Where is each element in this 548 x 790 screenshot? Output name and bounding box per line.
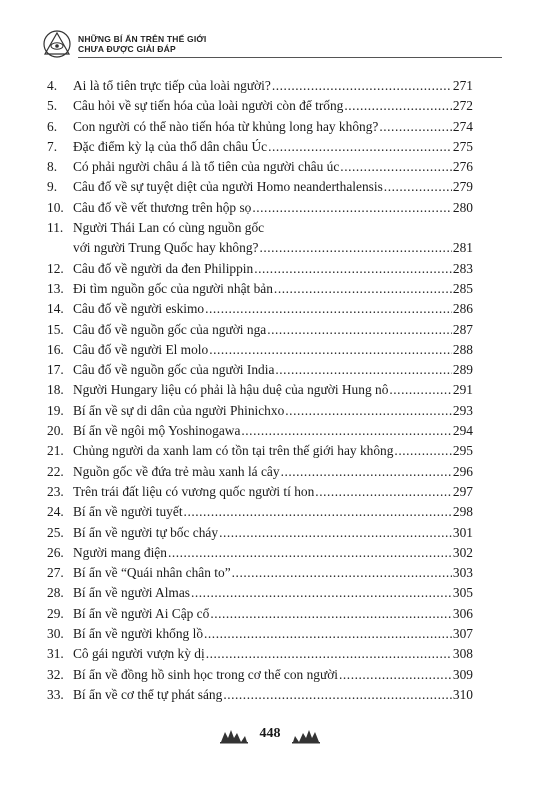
dot-leader (394, 441, 451, 461)
entry-number: 22. (47, 463, 64, 479)
toc-entry[interactable] (47, 259, 473, 279)
entry-number: 30. (47, 626, 64, 642)
dot-leader (204, 624, 452, 644)
toc-entry[interactable] (47, 421, 473, 441)
entry-title: Người Hungary liệu có phải là hậu duệ của người Hung nô (73, 382, 389, 398)
toc-entry[interactable] (47, 157, 473, 177)
entry-number: 15. (47, 321, 64, 337)
entry-number: 18. (47, 382, 64, 398)
entry-number: 33. (47, 686, 64, 702)
toc-entry[interactable] (47, 320, 473, 340)
dot-leader (268, 137, 452, 157)
entry-title: Cô gái người vượn kỳ dị (73, 646, 205, 662)
dot-leader (259, 238, 451, 258)
toc-entry[interactable] (47, 543, 473, 563)
toc-entry[interactable] (47, 644, 473, 664)
entry-title: Câu đố về người El molo (73, 341, 209, 357)
entry-title: Bí ẩn về người Almas (73, 585, 190, 601)
toc-entry[interactable] (47, 117, 473, 137)
dot-leader (274, 279, 452, 299)
toc-entry[interactable] (47, 523, 473, 543)
entry-number: 9. (47, 179, 58, 195)
dot-leader (232, 563, 452, 583)
entry-number: 29. (47, 605, 64, 621)
entry-title: Bí ẩn về đồng hồ sinh học trong cơ thể con người (73, 666, 339, 682)
toc-entry[interactable] (47, 502, 473, 522)
entry-title: Câu đố về người da đen Philippin (73, 260, 254, 276)
entry-title: Câu đố về vết thương trên hộp sọ (73, 199, 252, 215)
entry-number: 24. (47, 504, 64, 520)
entry-page: 274 (452, 118, 473, 134)
entry-title: Câu hỏi về sự tiến hóa của loài người còn để trống (73, 98, 344, 114)
entry-page: 309 (452, 666, 473, 682)
star-ornament-icon (291, 728, 321, 744)
series-title-line1: NHỮNG BÍ ẨN TRÊN THẾ GIỚI (78, 34, 207, 44)
dot-leader (205, 299, 452, 319)
entry-title: Bí ẩn về “Quái nhân chân to” (73, 565, 231, 581)
dot-leader (168, 543, 452, 563)
dot-leader (389, 380, 452, 400)
entry-number: 4. (47, 78, 58, 93)
toc-entry[interactable] (47, 441, 473, 461)
entry-number: 10. (47, 199, 64, 215)
entry-number: 28. (47, 585, 64, 601)
entry-number: 8. (47, 159, 58, 175)
dot-leader (315, 482, 452, 502)
series-title (78, 34, 206, 54)
toc-entry[interactable] (47, 279, 473, 299)
entry-number: 32. (47, 666, 64, 682)
star-ornament-icon (219, 728, 249, 744)
entry-page: 287 (452, 321, 473, 337)
entry-page: 301 (452, 524, 473, 540)
dot-leader (285, 401, 452, 421)
dot-leader (209, 340, 452, 360)
entry-number: 20. (47, 423, 64, 439)
table-of-contents (47, 76, 473, 705)
dot-leader (191, 583, 452, 603)
toc-entry[interactable] (47, 583, 473, 603)
dot-leader (223, 685, 452, 705)
dot-leader (210, 604, 452, 624)
toc-entry[interactable] (47, 685, 473, 705)
entry-page: 297 (452, 483, 473, 499)
dot-leader (272, 76, 452, 96)
dot-leader (275, 360, 452, 380)
entry-page: 285 (452, 280, 473, 296)
entry-number: 16. (47, 341, 64, 357)
toc-entry[interactable] (47, 340, 473, 360)
dot-leader (184, 502, 452, 522)
entry-title: Người Thái Lan có cùng nguồn gốc (73, 220, 265, 236)
entry-title: Có phải người châu á là tổ tiên của người châu úc (73, 159, 340, 175)
dot-leader (384, 177, 452, 197)
entry-page: 291 (452, 382, 473, 398)
entry-title: Bí ẩn về người tuyết (73, 504, 183, 520)
toc-entry[interactable] (47, 624, 473, 644)
running-header (42, 30, 502, 60)
entry-number: 7. (47, 138, 58, 154)
toc-entry[interactable] (47, 76, 473, 96)
dot-leader (281, 462, 452, 482)
page-number: 448 (259, 726, 281, 741)
entry-title: Chủng người da xanh lam có tồn tại trên thế giới hay không (73, 443, 394, 459)
entry-page: 305 (452, 585, 473, 601)
entry-page: 295 (452, 443, 473, 459)
toc-entry[interactable] (47, 604, 473, 624)
entry-page: 272 (452, 98, 473, 114)
dot-leader (339, 665, 452, 685)
entry-number: 23. (47, 483, 64, 499)
entry-number: 14. (47, 301, 64, 317)
toc-entry[interactable] (47, 665, 473, 685)
header-divider (78, 57, 502, 58)
entry-number: 25. (47, 524, 64, 540)
entry-page: 307 (452, 626, 473, 642)
toc-entry[interactable] (47, 401, 473, 421)
entry-number: 27. (47, 565, 64, 581)
entry-number: 21. (47, 443, 64, 459)
entry-title: Bí ẩn về sự di dân của người Phinichxo (73, 402, 285, 418)
entry-page: 296 (452, 463, 473, 479)
entry-title: Câu đố về nguồn gốc của người India (73, 362, 275, 378)
toc-entry[interactable] (47, 177, 473, 197)
entry-page: 293 (452, 402, 473, 418)
toc-entry[interactable] (47, 218, 473, 259)
entry-title: Đặc điểm kỳ lạ của thổ dân châu Úc (73, 138, 268, 154)
toc-entry[interactable] (47, 198, 473, 218)
eye-pyramid-logo-icon (42, 30, 72, 58)
entry-page: 294 (452, 423, 473, 439)
dot-leader (206, 644, 452, 664)
toc-entry[interactable] (47, 137, 473, 157)
entry-number: 13. (47, 280, 64, 296)
entry-page: 306 (452, 605, 473, 621)
entry-title: Bí ẩn về người tự bốc cháy (73, 524, 219, 540)
entry-title: Câu đố về sự tuyệt diệt của người Homo neanderthalensis (73, 179, 383, 195)
entry-page: 310 (452, 686, 473, 702)
toc-entry[interactable] (47, 380, 473, 400)
entry-number: 26. (47, 544, 64, 560)
entry-number: 5. (47, 98, 58, 114)
dot-leader (241, 421, 452, 441)
toc-entry[interactable] (47, 96, 473, 116)
entry-page: 271 (452, 78, 473, 93)
entry-page: 302 (452, 544, 473, 560)
entry-title: Câu đố về người eskimo (73, 301, 205, 317)
entry-page: 286 (452, 301, 473, 317)
series-title-line2: CHƯA ĐƯỢC GIẢI ĐÁP (78, 44, 176, 54)
dot-leader (219, 523, 452, 543)
dot-leader (252, 198, 452, 218)
dot-leader (340, 157, 452, 177)
entry-page: 308 (452, 646, 473, 662)
toc-entry[interactable] (47, 299, 473, 319)
entry-number: 17. (47, 362, 64, 378)
entry-title: Bí ẩn về cơ thể tự phát sáng (73, 686, 223, 702)
page-footer (0, 724, 548, 746)
dot-leader (379, 117, 452, 137)
entry-page: 279 (452, 179, 473, 195)
entry-title: Đi tìm nguồn gốc của người nhật bản (73, 280, 273, 296)
toc-entry[interactable] (47, 462, 473, 482)
entry-number: 31. (47, 646, 64, 662)
entry-title: Câu đố về nguồn gốc của người nga (73, 321, 267, 337)
dot-leader (267, 320, 452, 340)
toc-entry[interactable] (47, 482, 473, 502)
entry-page: 281 (452, 240, 473, 256)
dot-leader (254, 259, 452, 279)
entry-page: 289 (452, 362, 473, 378)
entry-title: Bí ẩn về ngôi mộ Yoshinogawa (73, 423, 241, 439)
dot-leader (344, 96, 452, 116)
entry-number: 11. (47, 220, 64, 236)
entry-title: Bí ẩn về người Ai Cập cổ (73, 605, 210, 621)
entry-title: Ai là tổ tiên trực tiếp của loài người? (73, 78, 271, 93)
entry-page: 280 (452, 199, 473, 215)
entry-title: Trên trái đất liệu có vương quốc người tí hon (73, 483, 315, 499)
entry-number: 12. (47, 260, 64, 276)
entry-title: Nguồn gốc về đứa trẻ màu xanh lá cây (73, 463, 280, 479)
entry-number: 19. (47, 402, 64, 418)
toc-entry[interactable] (47, 563, 473, 583)
entry-page: 276 (452, 159, 473, 175)
entry-page: 275 (452, 138, 473, 154)
entry-page: 283 (452, 260, 473, 276)
entry-title: Người mang điện (73, 544, 167, 560)
toc-entry[interactable] (47, 360, 473, 380)
entry-title: Bí ẩn về người khổng lồ (73, 626, 204, 642)
entry-title-continued: với người Trung Quốc hay không? (73, 240, 259, 256)
entry-number: 6. (47, 118, 58, 134)
entry-page: 298 (452, 504, 473, 520)
entry-page: 303 (452, 565, 473, 581)
entry-page: 288 (452, 341, 473, 357)
entry-title: Con người có thể nào tiến hóa từ khủng long hay không? (73, 118, 379, 134)
